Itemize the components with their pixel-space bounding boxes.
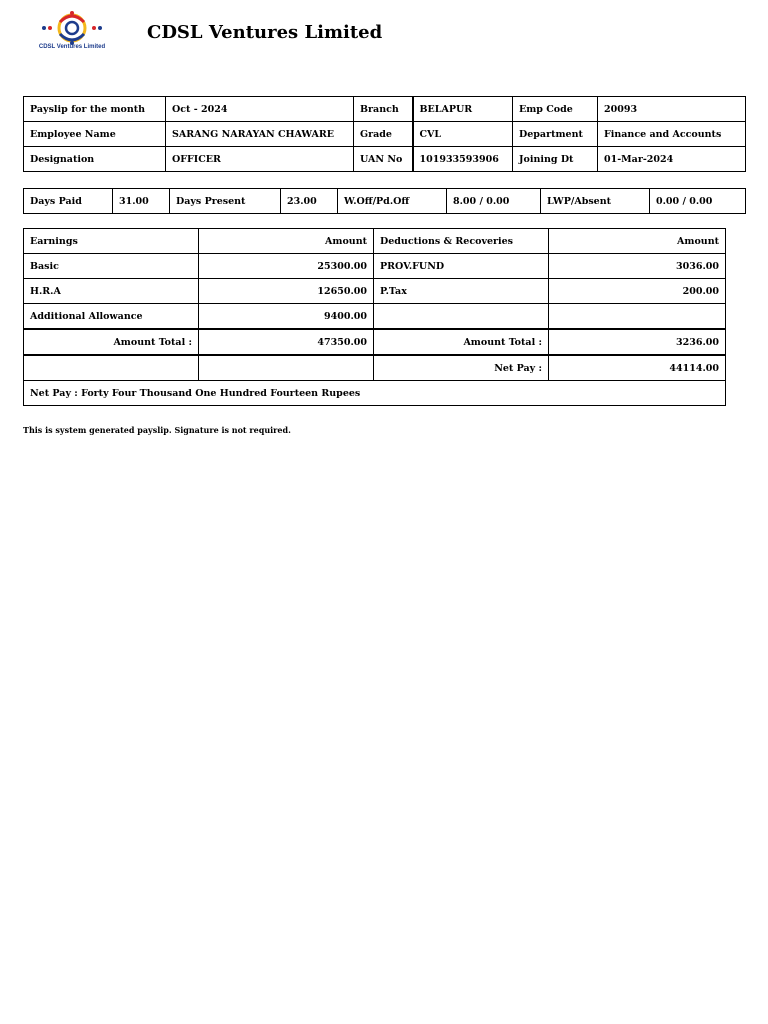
earnings-amount-header: Amount <box>199 229 374 254</box>
branch-label: Branch <box>354 97 413 122</box>
net-pay-label: Net Pay : <box>374 355 549 381</box>
branch-value: BELAPUR <box>413 97 513 122</box>
table-row <box>24 97 746 122</box>
earning-amount: 25300.00 <box>199 254 374 279</box>
designation-label: Designation <box>24 147 166 172</box>
department-value: Finance and Accounts <box>598 122 746 147</box>
table-row <box>24 189 746 214</box>
days-present-value: 23.00 <box>281 189 338 214</box>
woff-label: W.Off/Pd.Off <box>338 189 447 214</box>
uan-label: UAN No <box>354 147 413 172</box>
earning-name: Additional Allowance <box>24 304 199 330</box>
emp-code-value: 20093 <box>598 97 746 122</box>
grade-label: Grade <box>354 122 413 147</box>
deductions-amount-header: Amount <box>549 229 726 254</box>
joining-date-value: 01-Mar-2024 <box>598 147 746 172</box>
table-row <box>24 122 746 147</box>
deduction-name: PROV.FUND <box>374 254 549 279</box>
employee-name-value: SARANG NARAYAN CHAWARE <box>166 122 354 147</box>
grade-value: CVL <box>413 122 513 147</box>
table-row <box>24 254 726 279</box>
deduction-name <box>374 304 549 330</box>
attendance-table <box>23 188 746 214</box>
earnings-header: Earnings <box>24 229 199 254</box>
lwp-value: 0.00 / 0.00 <box>650 189 746 214</box>
joining-date-label: Joining Dt <box>513 147 598 172</box>
table-row <box>24 279 726 304</box>
employee-info-table <box>23 96 746 172</box>
payslip-month-value: Oct - 2024 <box>166 97 354 122</box>
days-paid-label: Days Paid <box>24 189 113 214</box>
emp-code-label: Emp Code <box>513 97 598 122</box>
earning-amount: 9400.00 <box>199 304 374 330</box>
earnings-total-value: 47350.00 <box>199 329 374 355</box>
footer-note: This is system generated payslip. Signature is not required. <box>23 425 291 435</box>
net-pay-in-words: Net Pay : Forty Four Thousand One Hundred Fourteen Rupees <box>24 381 726 406</box>
company-name: CDSL Ventures Limited <box>147 22 383 43</box>
deduction-amount: 200.00 <box>549 279 726 304</box>
days-paid-value: 31.00 <box>113 189 170 214</box>
days-present-label: Days Present <box>170 189 281 214</box>
designation-value: OFFICER <box>166 147 354 172</box>
deduction-amount <box>549 304 726 330</box>
table-header-row <box>24 229 726 254</box>
deductions-total-label: Amount Total : <box>374 329 549 355</box>
uan-value: 101933593906 <box>413 147 513 172</box>
table-row <box>24 304 726 330</box>
table-row <box>24 147 746 172</box>
employee-name-label: Employee Name <box>24 122 166 147</box>
earning-name: Basic <box>24 254 199 279</box>
earnings-total-label: Amount Total : <box>24 329 199 355</box>
deduction-name: P.Tax <box>374 279 549 304</box>
lwp-label: LWP/Absent <box>541 189 650 214</box>
empty-cell <box>24 355 199 381</box>
payslip-month-label: Payslip for the month <box>24 97 166 122</box>
totals-row <box>24 329 726 355</box>
company-logo <box>22 8 122 54</box>
earnings-deductions-table <box>23 228 726 406</box>
deductions-total-value: 3236.00 <box>549 329 726 355</box>
empty-cell <box>199 355 374 381</box>
logo-caption: CDSL Ventures Limited <box>38 44 106 50</box>
department-label: Department <box>513 122 598 147</box>
net-pay-words-row <box>24 381 726 406</box>
net-pay-row <box>24 355 726 381</box>
deductions-header: Deductions & Recoveries <box>374 229 549 254</box>
woff-value: 8.00 / 0.00 <box>447 189 541 214</box>
net-pay-value: 44114.00 <box>549 355 726 381</box>
earning-amount: 12650.00 <box>199 279 374 304</box>
earning-name: H.R.A <box>24 279 199 304</box>
deduction-amount: 3036.00 <box>549 254 726 279</box>
